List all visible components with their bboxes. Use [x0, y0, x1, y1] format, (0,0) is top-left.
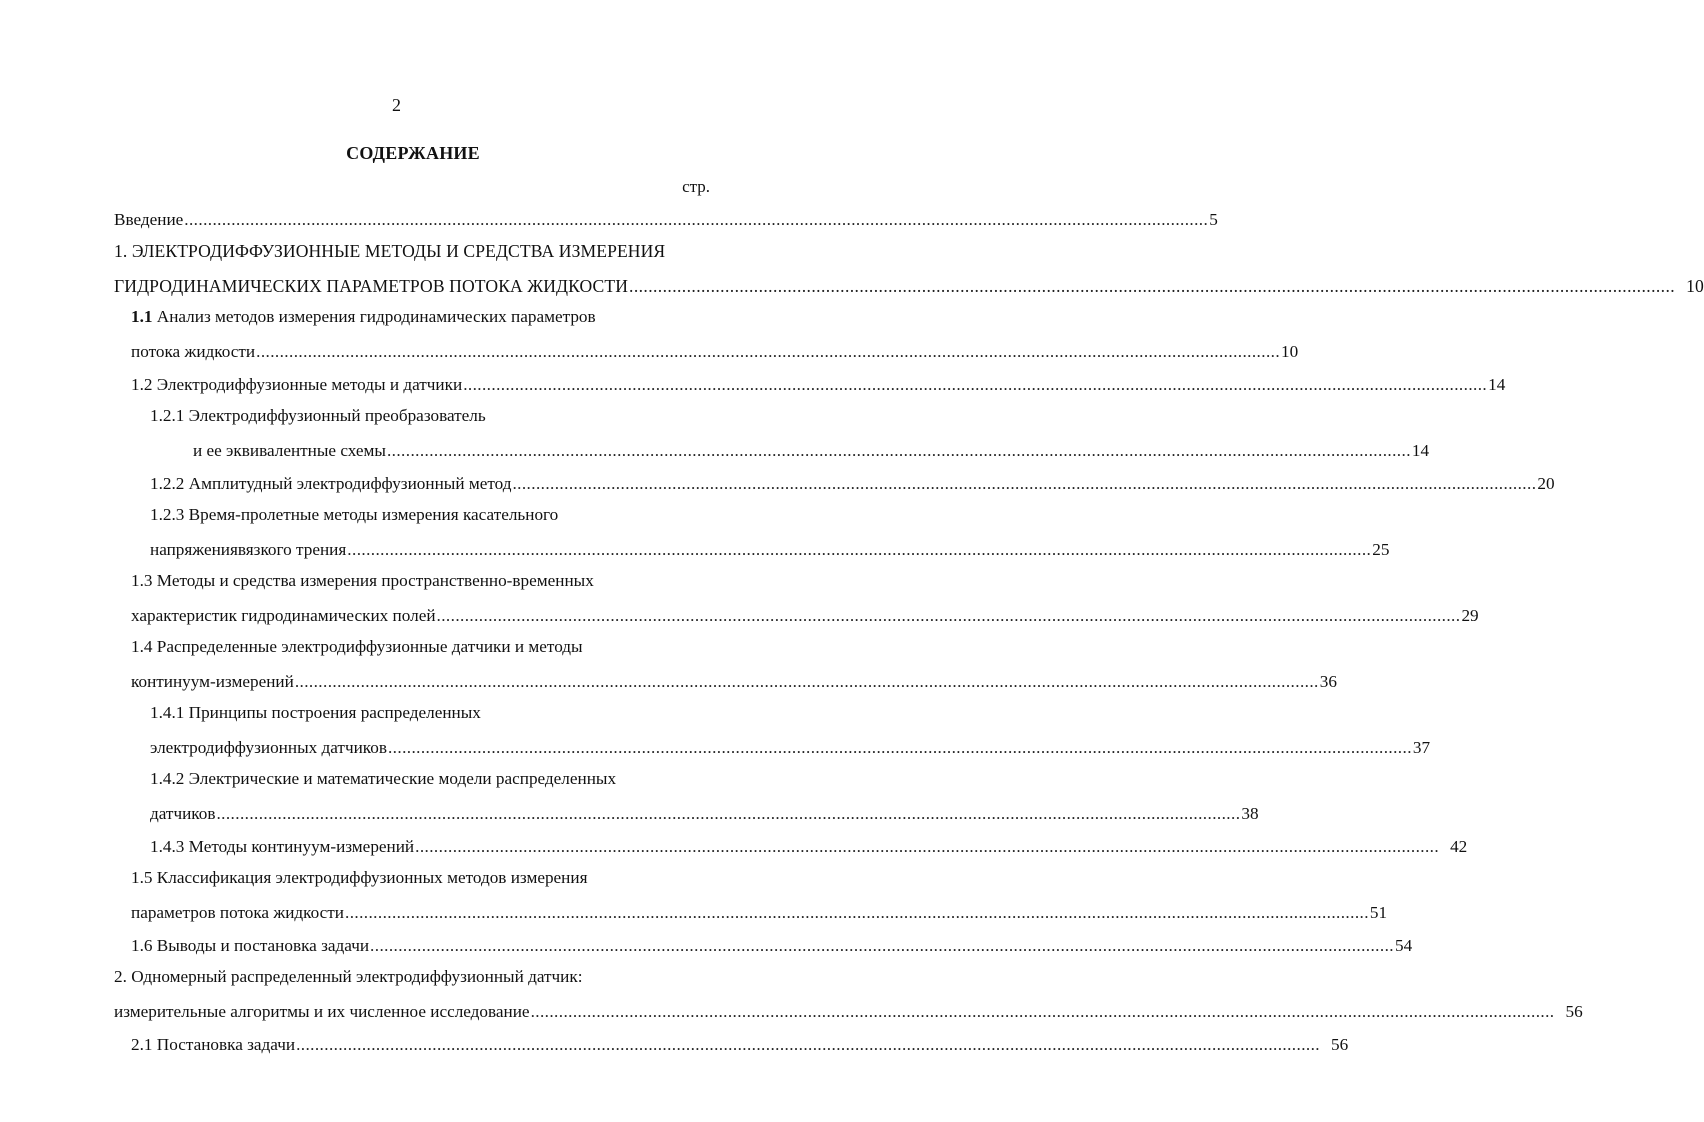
- toc-entry-line1: 1.5 Классификация электродиффузионных методов измерения: [131, 868, 588, 887]
- toc-entry-page: 10: [1686, 276, 1704, 296]
- toc-entry-text: Введение: [114, 210, 184, 229]
- toc-entry-text: электродиффузионных датчиков: [150, 738, 387, 757]
- toc-entry-introduction[interactable]: [114, 207, 1218, 231]
- toc-entry-line1: 1. ЭЛЕКТРОДИФФУЗИОННЫЕ МЕТОДЫ И СРЕДСТВА ИЗМЕРЕНИЯ: [114, 241, 666, 261]
- toc-entry-1-1[interactable]: [131, 339, 1299, 363]
- dot-leader: ..........................................................................................................................................................................................................................: [216, 804, 1241, 823]
- toc-entry-text: 1.4.3 Методы континуум-измерений: [150, 837, 415, 856]
- page-number: 2: [392, 95, 401, 115]
- dot-leader: ..........................................................................................................................................................................................................................: [296, 1035, 1320, 1054]
- toc-entry-page: 5: [1209, 210, 1218, 229]
- toc-entry-page: 10: [1281, 342, 1299, 361]
- toc-entry-text: континуум-измерений: [131, 672, 294, 691]
- toc-entry-1-4[interactable]: [131, 669, 1337, 693]
- toc-entry-line1-text: Анализ методов измерения гидродинамических параметров: [156, 307, 596, 326]
- toc-entry-text: потока жидкости: [131, 342, 256, 361]
- toc-entry-page: 51: [1369, 903, 1388, 922]
- page-title: СОДЕРЖАНИЕ: [346, 143, 480, 163]
- toc-entry-1-2-2[interactable]: [150, 471, 1555, 495]
- toc-entry-text: параметров потока жидкости: [131, 903, 344, 922]
- toc-entry-text: 1.6 Выводы и постановка задачи: [131, 936, 370, 955]
- toc-entry-1-5[interactable]: [131, 900, 1388, 924]
- dot-leader: ..........................................................................................................................................................................................................................: [512, 474, 1537, 493]
- toc-entry-page: 37: [1412, 738, 1431, 757]
- toc-entry-chapter-1[interactable]: [114, 273, 1704, 297]
- toc-entry-line1: [131, 306, 596, 330]
- toc-entry-page: 56: [1330, 1035, 1349, 1054]
- toc-entry-text: 2.1 Постановка задачи: [131, 1035, 296, 1054]
- dot-leader: ..........................................................................................................................................................................................................................: [386, 441, 1411, 460]
- toc-entry-text: измерительные алгоритмы и их численное исследование: [114, 1002, 530, 1021]
- dot-leader: ..........................................................................................................................................................................................................................: [347, 540, 1372, 559]
- toc-entry-page: 20: [1537, 474, 1555, 493]
- toc-entry-line1: 1.2.1 Электродиффузионный преобразователь: [150, 406, 486, 425]
- toc-entry-text: 1.2 Электродиффузионные методы и датчики: [131, 375, 463, 394]
- dot-leader: ..........................................................................................................................................................................................................................: [370, 936, 1394, 955]
- toc-entry-1-6[interactable]: [131, 933, 1413, 957]
- toc-entry-line1: 2. Одномерный распределенный электродиффузионный датчик:: [114, 967, 583, 986]
- toc-entry-2-1[interactable]: [131, 1032, 1349, 1056]
- toc-entry-page: 25: [1372, 540, 1390, 559]
- page-column-label: стр.: [682, 177, 710, 196]
- toc-entry-page: 29: [1461, 606, 1479, 625]
- toc-entry-text: 1.2.2 Амплитудный электродиффузионный метод: [150, 474, 512, 493]
- dot-leader: ..........................................................................................................................................................................................................................: [184, 210, 1209, 229]
- toc-entry-1-2[interactable]: [131, 372, 1506, 396]
- toc-entry-page: 56: [1565, 1002, 1583, 1021]
- toc-entry-text: и ее эквивалентные схемы: [193, 441, 386, 460]
- toc-entry-chapter-2[interactable]: [114, 999, 1583, 1023]
- toc-entry-page: 54: [1394, 936, 1413, 955]
- toc-entry-page: 38: [1241, 804, 1259, 823]
- toc-entry-text: датчиков: [150, 804, 216, 823]
- dot-leader: ..........................................................................................................................................................................................................................: [463, 375, 1488, 394]
- toc-entry-page: 14: [1411, 441, 1430, 460]
- toc-entry-1-4-2[interactable]: [150, 801, 1259, 825]
- toc-entry-page: 42: [1450, 837, 1468, 856]
- section-number: 1.1: [131, 307, 153, 326]
- toc-entry-1-4-1[interactable]: [150, 735, 1431, 759]
- dot-leader: ..........................................................................................................................................................................................................................: [294, 672, 1319, 691]
- toc-entry-text: напряжениявязкого трения: [150, 540, 347, 559]
- dot-leader: ..........................................................................................................................................................................................................................: [387, 738, 1412, 757]
- toc-entry-line1: 1.3 Методы и средства измерения пространственно-временных: [131, 571, 594, 590]
- toc-entry-1-4-3[interactable]: [150, 834, 1468, 858]
- toc-entry-page: 14: [1488, 375, 1506, 394]
- toc-entry-1-2-1[interactable]: [193, 438, 1430, 462]
- dot-leader: ..........................................................................................................................................................................................................................: [256, 342, 1281, 361]
- toc-entry-text: ГИДРОДИНАМИЧЕСКИХ ПАРАМЕТРОВ ПОТОКА ЖИДКОСТИ: [114, 276, 629, 296]
- dot-leader: ..........................................................................................................................................................................................................................: [629, 276, 1676, 296]
- toc-entry-page: 36: [1319, 672, 1337, 691]
- toc-entry-line1: 1.4.2 Электрические и математические модели распределенных: [150, 769, 617, 788]
- toc-entry-1-3[interactable]: [131, 603, 1479, 627]
- toc-entry-1-2-3[interactable]: [150, 537, 1390, 561]
- toc-entry-line1: 1.4 Распределенные электродиффузионные датчики и методы: [131, 637, 583, 656]
- dot-leader: ..........................................................................................................................................................................................................................: [345, 903, 1369, 922]
- toc-entry-line1: 1.4.1 Принципы построения распределенных: [150, 703, 481, 722]
- dot-leader: ..........................................................................................................................................................................................................................: [530, 1002, 1555, 1021]
- dot-leader: ..........................................................................................................................................................................................................................: [436, 606, 1461, 625]
- toc-entry-line1: 1.2.3 Время-пролетные методы измерения касательного: [150, 505, 559, 524]
- dot-leader: ..........................................................................................................................................................................................................................: [415, 837, 1440, 856]
- toc-entry-text: характеристик гидродинамических полей: [131, 606, 436, 625]
